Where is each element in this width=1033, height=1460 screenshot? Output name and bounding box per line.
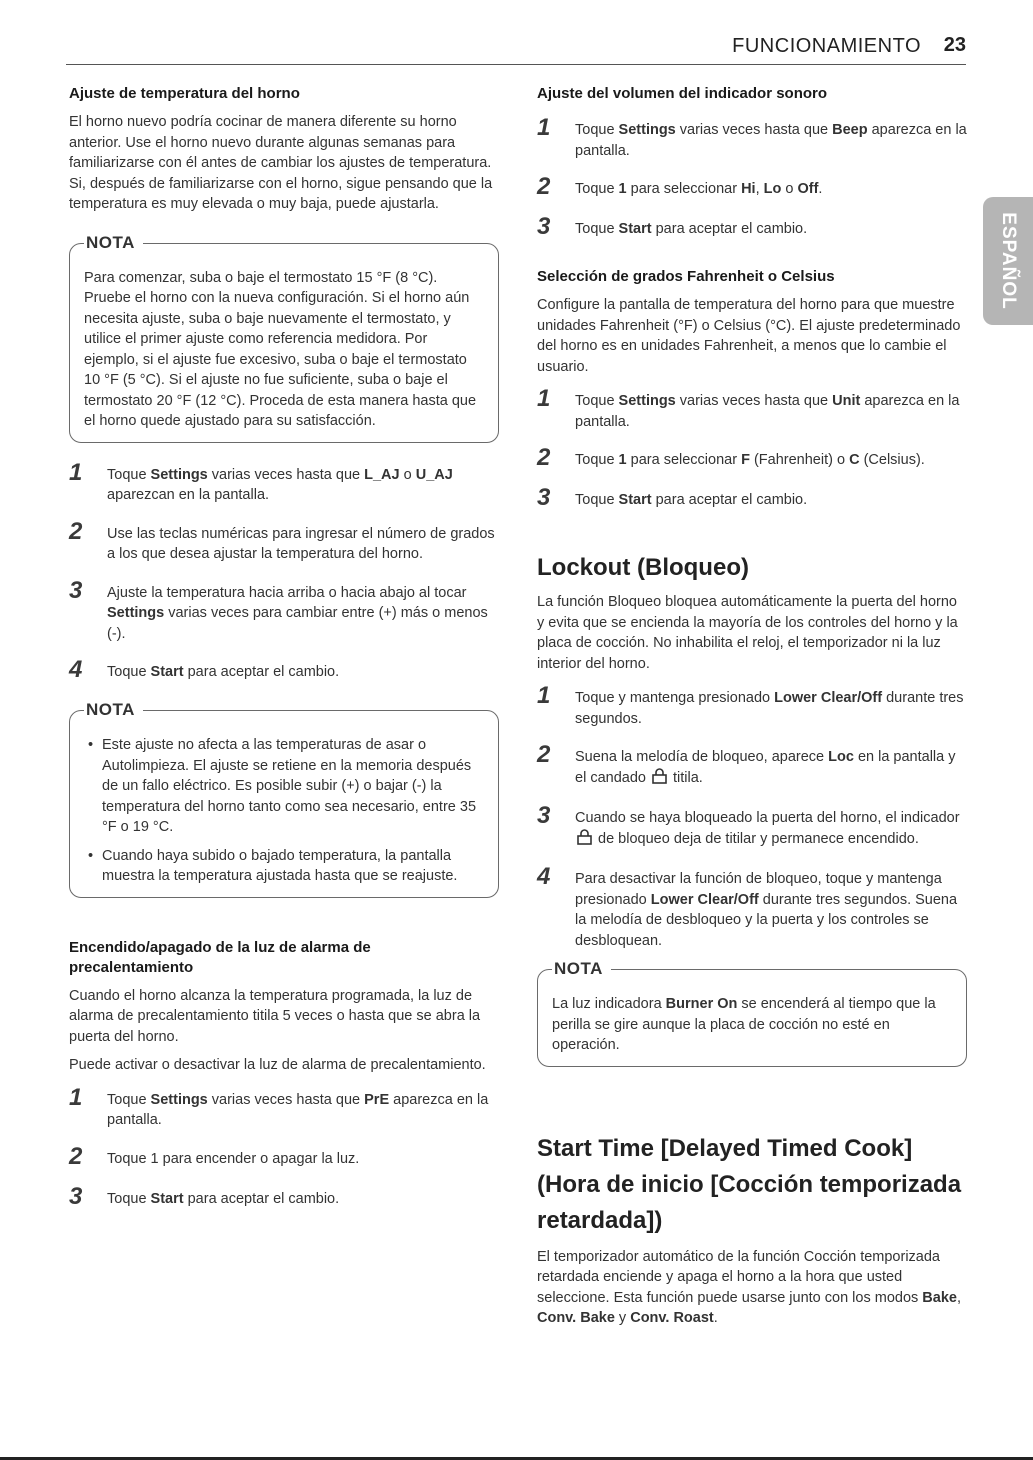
body-text: El temporizador automático de la función Cocción temporizada retardada enciende y apaga el horno a la hora que usted seleccione. Esta función puede usarse junto con los modos xyxy=(537,1248,940,1306)
body-text: y xyxy=(614,1310,631,1326)
step-number: 1 xyxy=(69,1083,83,1111)
step xyxy=(537,444,967,472)
step-text: o xyxy=(399,466,416,483)
step-key: Settings xyxy=(150,1091,208,1108)
padlock-icon xyxy=(577,829,592,852)
section-title: FUNCIONAMIENTO xyxy=(732,35,921,57)
preheat-body: Puede activar o desactivar la luz de alarma de precalentamiento. xyxy=(69,1057,486,1073)
language-tab-label: ESPAÑOL xyxy=(998,212,1019,310)
step-key: Start xyxy=(150,1190,184,1207)
step xyxy=(537,802,967,851)
step-key: C xyxy=(849,452,860,468)
step-key: Loc xyxy=(828,749,854,765)
step-text: varias veces hasta que xyxy=(675,393,833,409)
step xyxy=(537,682,967,729)
note-text xyxy=(552,994,952,1056)
right-column xyxy=(537,84,967,1329)
step-text: aparezcan en la pantalla. xyxy=(107,487,270,503)
step-text: aparezca en la pantalla. xyxy=(107,1091,489,1128)
note-text: Para comenzar, suba o baje el termostato 15 °F (8 °C). Pruebe el horno con la nueva configuración. Si el horno aún necesita ajuste, suba o baje nuevamente el termostato, y utilice el primer ajuste como referencia medidora. Por ejemplo, si el ajuste fue excesivo, suba o baje el termostato 10 °F (5 °C). Si el ajuste no fue suficiente, suba o baje el termostato 20 °F (12 °C). Proceda de esta manera hasta que el horno quede ajustado para su satisfacción. xyxy=(84,269,477,429)
step-number: 1 xyxy=(537,682,551,709)
step-text: en la pantalla y el candado xyxy=(575,749,956,786)
note-text-part: se encenderá al tiempo que la perilla se gire aunque la placa de cocción no esté en operación. xyxy=(552,996,936,1053)
step-text: de bloqueo deja de titilar y permanece encendido. xyxy=(594,830,919,847)
step xyxy=(69,1182,499,1211)
step-text: para seleccionar xyxy=(626,181,742,197)
body-text: , xyxy=(956,1289,961,1306)
volume-heading: Ajuste del volumen del indicador sonoro xyxy=(537,85,828,102)
preheat-steps xyxy=(69,1083,499,1211)
step-key: F xyxy=(741,452,750,468)
step xyxy=(69,458,499,506)
step-number: 2 xyxy=(537,173,551,200)
step-key: PrE xyxy=(364,1091,390,1108)
step-text: Para desactivar la función de bloqueo, toque y mantenga presionado xyxy=(575,871,942,908)
mode-key: Conv. Roast xyxy=(630,1310,714,1326)
preheat-heading: Encendido/apagado de la luz de alarma de precalentamiento xyxy=(69,938,371,976)
step-text: Suena la melodía de bloqueo, aparece xyxy=(575,749,829,765)
step xyxy=(537,173,967,201)
step-text: o xyxy=(781,181,798,197)
step-text: , xyxy=(755,181,764,197)
note-box xyxy=(537,959,967,1067)
step-key: Unit xyxy=(832,393,861,409)
step-text: titila. xyxy=(668,769,703,786)
body-text: . xyxy=(713,1310,718,1326)
step-number: 1 xyxy=(537,385,551,412)
step-key: U_AJ xyxy=(415,466,453,483)
step xyxy=(69,576,499,645)
step xyxy=(537,484,967,512)
mode-key: Conv. Bake xyxy=(537,1310,615,1326)
step-text: Toque xyxy=(575,221,619,237)
step-text: . xyxy=(818,181,823,197)
lockout-heading: Lockout (Bloqueo) xyxy=(537,554,749,581)
step-text: varias veces hasta que xyxy=(207,1091,365,1108)
step-text: para aceptar el cambio. xyxy=(651,221,808,237)
step xyxy=(69,517,499,565)
units-heading: Selección de grados Fahrenheit o Celsius xyxy=(537,268,835,285)
step-key: Beep xyxy=(832,122,868,138)
step xyxy=(69,1083,499,1131)
note-box xyxy=(69,232,499,443)
step-key: 1 xyxy=(618,452,627,468)
step-text: Cuando se haya bloqueado la puerta del horno, el indicador xyxy=(575,810,960,826)
note-item: • Cuando haya subido o bajado temperatura, la pantalla muestra la temperatura ajustada hasta que se reajuste. xyxy=(84,846,484,887)
step-number: 3 xyxy=(537,802,551,829)
note-label: NOTA xyxy=(552,959,611,979)
units-body: Configure la pantalla de temperatura del horno para que muestre unidades Fahrenheit (°F) o Celsius (°C). El ajuste predeterminado del horno es en unidades Fahrenheit, a menos que lo cambie el usuario. xyxy=(537,297,961,375)
step-text: varias veces hasta que xyxy=(207,466,365,483)
lockout-body: La función Bloqueo bloquea automáticamente la puerta del horno y evita que se encienda la mayoría de los controles del horno y la placa de cocción. No inhabilita el reloj, el temporizador ni la luz interior del horno. xyxy=(537,594,958,672)
start-time-body xyxy=(537,1247,967,1329)
step-key: Settings xyxy=(618,122,676,138)
step-text: Toque y mantenga presionado xyxy=(575,690,775,706)
temp-adjust-steps xyxy=(69,458,499,685)
step-text: Toque xyxy=(575,393,619,409)
step-text: Toque xyxy=(107,1091,151,1108)
units-steps xyxy=(537,385,967,512)
step-text: aparezca en la pantalla. xyxy=(575,393,960,430)
step-text: varias veces para cambiar entre (+) más o menos (-). xyxy=(107,605,488,642)
left-column xyxy=(69,84,499,1229)
page-header xyxy=(66,33,966,65)
mode-key: Bake xyxy=(922,1289,957,1306)
step-number: 3 xyxy=(69,576,83,604)
page-number: 23 xyxy=(943,34,966,56)
step-text: para aceptar el cambio. xyxy=(183,664,340,680)
step-text: Toque xyxy=(575,181,619,197)
step-key: Lower Clear/Off xyxy=(774,690,883,706)
step-text: Toque 1 para encender o apagar la luz. xyxy=(107,1150,360,1167)
step-text: durante tres segundos. Suena la melodía de desbloqueo y la puerta y los controles se desbloquean. xyxy=(575,891,958,949)
step-key: Settings xyxy=(618,393,676,409)
step-text: Toque xyxy=(107,1190,151,1207)
step-number: 1 xyxy=(537,114,551,141)
volume-steps xyxy=(537,114,967,241)
note-key: Burner On xyxy=(665,996,738,1012)
step xyxy=(537,114,967,161)
step-key: 1 xyxy=(618,181,627,197)
note-label: NOTA xyxy=(84,700,143,720)
step-number: 4 xyxy=(69,656,83,683)
step-text: para aceptar el cambio. xyxy=(183,1190,340,1207)
step xyxy=(537,213,967,241)
step-text: Ajuste la temperatura hacia arriba o hacia abajo al tocar xyxy=(107,584,467,601)
step-number: 1 xyxy=(69,458,83,486)
step-text: para aceptar el cambio. xyxy=(651,492,808,508)
step xyxy=(69,656,499,684)
step-number: 2 xyxy=(69,517,83,545)
step-text: Toque xyxy=(107,664,151,680)
step xyxy=(537,385,967,432)
step-key: L_AJ xyxy=(364,466,400,483)
step-key: Start xyxy=(618,492,652,508)
step xyxy=(537,741,967,790)
step-text: varias veces hasta que xyxy=(675,122,833,138)
step-key: Settings xyxy=(150,466,208,483)
preheat-body: Cuando el horno alcanza la temperatura programada, la luz de alarma de precalentamiento titila 5 veces o hasta que se abra la puerta del horno. xyxy=(69,987,481,1045)
step-text: (Celsius). xyxy=(859,452,925,468)
temp-adjust-body: El horno nuevo podría cocinar de manera diferente su horno anterior. Use el horno nuevo durante algunas semanas para familiarizarse con él antes de cambiar los ajustes de temperatura. Si, después de familiarizarse con el horno, sigue pensando que la temperatura es muy elevada o muy baja, puede ajustarla. xyxy=(69,114,493,212)
step-text: Toque xyxy=(575,492,619,508)
language-tab xyxy=(983,197,1033,325)
step-number: 3 xyxy=(537,484,551,511)
step-text: Toque xyxy=(575,452,619,468)
padlock-icon xyxy=(652,768,667,791)
step-key: Lo xyxy=(763,181,782,197)
step-text: Use las teclas numéricas para ingresar el número de grados a los que desea ajustar la temperatura del horno. xyxy=(107,525,495,562)
step-key: Start xyxy=(618,221,652,237)
note-label: NOTA xyxy=(84,233,143,253)
start-time-heading: Start Time [Delayed Timed Cook] (Hora de inicio [Cocción temporizada retardada]) xyxy=(537,1134,962,1234)
step-text: aparezca en la pantalla. xyxy=(575,122,967,159)
step-key: Lower Clear/Off xyxy=(650,891,759,908)
step-text: Toque xyxy=(575,122,619,138)
note-box xyxy=(69,700,499,898)
step-key: Off xyxy=(797,181,819,197)
step xyxy=(537,863,967,951)
step-key: Settings xyxy=(107,605,165,621)
step-text: durante tres segundos. xyxy=(575,690,964,727)
temp-adjust-heading: Ajuste de temperatura del horno xyxy=(69,85,300,102)
step-number: 3 xyxy=(69,1182,83,1210)
step-number: 3 xyxy=(537,213,551,240)
note-text-part: La luz indicadora xyxy=(552,996,666,1012)
step xyxy=(69,1142,499,1171)
step-text: para seleccionar xyxy=(626,452,742,468)
step-number: 2 xyxy=(537,741,551,768)
step-number: 2 xyxy=(69,1142,83,1170)
step-number: 4 xyxy=(537,863,551,890)
step-key: Hi xyxy=(741,181,756,197)
note-item: • Este ajuste no afecta a las temperaturas de asar o Autolimpieza. El ajuste se retiene en la memoria después de un fallo eléctrico. Es posible subir (+) o bajar (-) la temperatura del horno tanto como sea necesario, entre 35 °F o 19 °C. xyxy=(84,735,484,838)
step-text: (Fahrenheit) o xyxy=(749,452,850,468)
step-text: Toque xyxy=(107,466,151,483)
note-list xyxy=(84,735,484,887)
step-number: 2 xyxy=(537,444,551,471)
step-key: Start xyxy=(150,664,184,680)
lockout-steps xyxy=(537,682,967,951)
